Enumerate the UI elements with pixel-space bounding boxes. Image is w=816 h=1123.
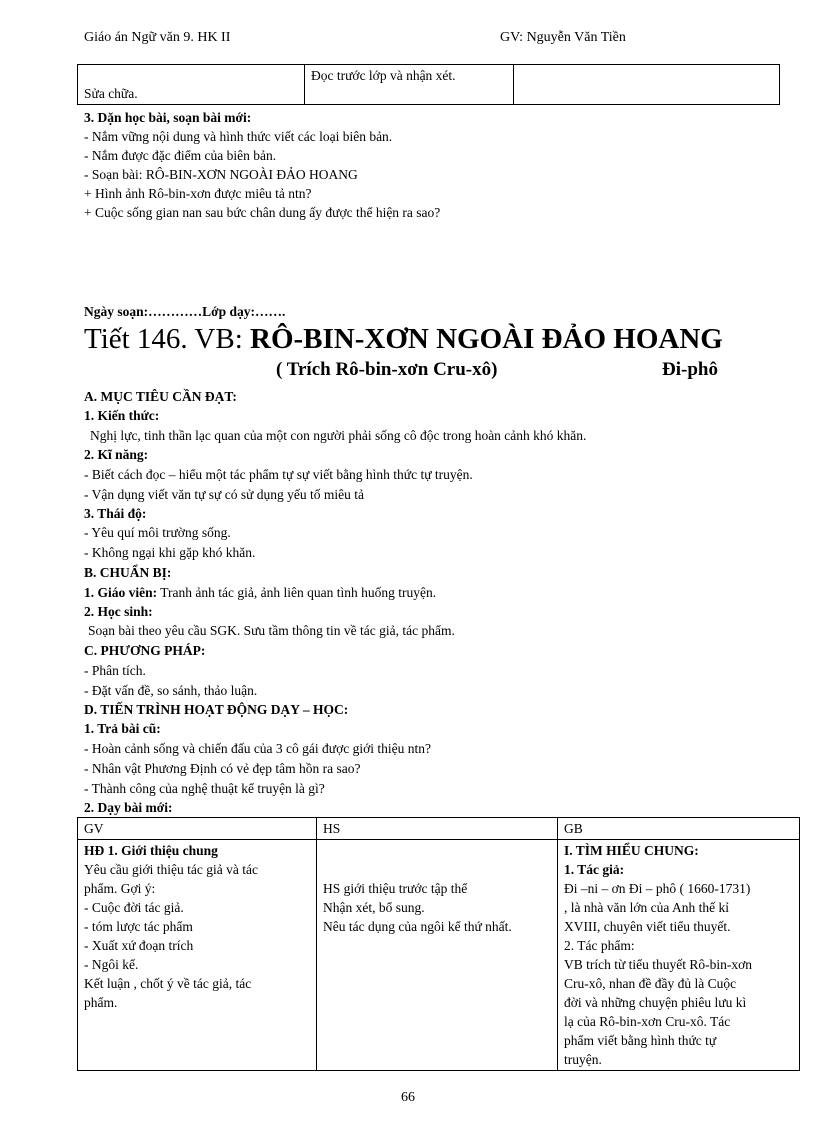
- gb-cell: [558, 840, 800, 1071]
- col-header-gv: GV: [78, 818, 317, 840]
- section-c-item: - Đặt vấn đề, so sánh, thảo luận.: [84, 683, 258, 698]
- lesson-subtitle: ( Trích Rô-bin-xơn Cru-xô): [276, 359, 498, 380]
- title-prefix: Tiết 146. VB:: [84, 323, 250, 355]
- section-a2-heading: 2. Kĩ năng:: [84, 447, 149, 462]
- section-b1: [84, 585, 436, 601]
- gb-line: đời và những chuyện phiêu lưu kì: [564, 995, 747, 1010]
- lesson-author: Đi-phô: [662, 359, 718, 380]
- section-b2-text: Soạn bài theo yêu cầu SGK. Sưu tầm thông tin về tác giả, tác phẩm.: [88, 623, 455, 638]
- gv-line: phẩm. Gợi ý:: [84, 881, 156, 896]
- gb-line: truyện.: [564, 1052, 602, 1067]
- gv-line: - Ngôi kể.: [84, 957, 139, 972]
- section-a3-item: - Yêu quí môi trường sống.: [84, 525, 231, 540]
- gv-line: phẩm.: [84, 995, 118, 1010]
- homework-item: + Cuộc sống gian nan sau bức chân dung ấy được thể hiện ra sao?: [84, 205, 441, 220]
- section-a1-text: Nghị lực, tinh thần lạc quan của một con người phải sống cô độc trong hoàn cảnh khó khăn.: [90, 428, 587, 443]
- section-d-heading: D. TIẾN TRÌNH HOẠT ĐỘNG DẠY – HỌC:: [84, 702, 349, 717]
- lesson-title: [84, 322, 723, 356]
- col-header-gb: GB: [558, 818, 800, 840]
- gv-line: Kết luận , chốt ý về tác giả, tác: [84, 976, 252, 991]
- section-b1-label: 1. Giáo viên:: [84, 585, 158, 600]
- header-left: Giáo án Ngữ văn 9. HK II: [84, 30, 231, 45]
- gb-line: Đi –ni – ơn Đi – phô ( 1660-1731): [564, 881, 751, 896]
- section-d1-item: - Hoàn cảnh sống và chiến đấu của 3 cô gái được giới thiệu ntn?: [84, 741, 431, 756]
- gb-subheading: 1. Tác giả:: [564, 862, 625, 877]
- homework-item: - Nắm được đặc điểm của biên bản.: [84, 148, 277, 163]
- top-table: [77, 64, 780, 105]
- section-a1-heading: 1. Kiến thức:: [84, 408, 160, 423]
- gb-line: 2. Tác phẩm:: [564, 938, 635, 953]
- gv-line: Yêu cầu giới thiệu tác giả và tác: [84, 862, 258, 877]
- gv-line: - Xuất xứ đoạn trích: [84, 938, 194, 953]
- col-header-hs: HS: [317, 818, 558, 840]
- title-main: RÔ-BIN-XƠN NGOÀI ĐẢO HOANG: [250, 323, 723, 355]
- date-line: Ngày soạn:…………Lớp dạy:…….: [84, 304, 286, 319]
- section-b2-heading: 2. Học sinh:: [84, 604, 153, 619]
- section-a3-heading: 3. Thái độ:: [84, 506, 147, 521]
- section-d1-item: - Nhân vật Phương Định có vẻ đẹp tâm hồn ra sao?: [84, 761, 361, 776]
- section-d2-heading: 2. Dạy bài mới:: [84, 800, 173, 815]
- gb-heading: I. TÌM HIỂU CHUNG:: [564, 843, 699, 858]
- hs-line: Nêu tác dụng của ngôi kể thứ nhất.: [323, 919, 512, 934]
- section-c-item: - Phân tích.: [84, 663, 146, 678]
- hs-line: Nhận xét, bổ sung.: [323, 900, 425, 915]
- top-table-col3: [514, 65, 780, 105]
- section-a2-item: - Biết cách đọc – hiểu một tác phẩm tự sự viết bằng hình thức tự truyện.: [84, 467, 473, 482]
- section-b1-text: Tranh ảnh tác giả, ảnh liên quan tình huống truyện.: [157, 585, 437, 600]
- gb-line: Cru-xô, nhan đề đầy đủ là Cuộc: [564, 976, 737, 991]
- section-b-heading: B. CHUẨN BỊ:: [84, 565, 172, 580]
- section-a3-item: - Không ngại khi gặp khó khăn.: [84, 545, 256, 560]
- section-a-heading: A. MỤC TIÊU CẦN ĐẠT:: [84, 389, 237, 404]
- homework-heading: 3. Dặn học bài, soạn bài mới:: [84, 110, 252, 125]
- hs-line: HS giới thiệu trước tập thể: [323, 881, 468, 896]
- gv-heading: HĐ 1. Giới thiệu chung: [84, 843, 218, 858]
- hs-cell: [317, 840, 558, 1071]
- gb-line: , là nhà văn lớn của Anh thế kỉ: [564, 900, 729, 915]
- homework-item: + Hình ảnh Rô-bin-xơn được miêu tả ntn?: [84, 186, 312, 201]
- gb-line: XVIII, chuyên viết tiểu thuyết.: [564, 919, 731, 934]
- top-table-col1: Sửa chữa.: [78, 65, 305, 105]
- section-d1-heading: 1. Trả bài cũ:: [84, 721, 161, 736]
- gv-line: - tóm lược tác phẩm: [84, 919, 193, 934]
- page-number: 66: [401, 1090, 415, 1105]
- top-table-col2: Đọc trước lớp và nhận xét.: [305, 65, 514, 105]
- homework-item: - Nắm vững nội dung và hình thức viết các loại biên bản.: [84, 129, 393, 144]
- section-d1-item: - Thành công của nghệ thuật kể truyện là gì?: [84, 781, 325, 796]
- gb-line: phẩm viết bằng hình thức tự: [564, 1033, 717, 1048]
- gv-line: - Cuộc đời tác giả.: [84, 900, 184, 915]
- header-right: GV: Nguyễn Văn Tiền: [500, 30, 626, 45]
- section-c-heading: C. PHƯƠNG PHÁP:: [84, 643, 206, 658]
- gv-cell: [78, 840, 317, 1071]
- gb-line: VB trích từ tiểu thuyết Rô-bin-xơn: [564, 957, 753, 972]
- section-a2-item: - Vận dụng viết văn tự sự có sử dụng yếu tố miêu tả: [84, 487, 365, 502]
- homework-item: - Soạn bài: RÔ-BIN-XƠN NGOÀI ĐẢO HOANG: [84, 167, 358, 182]
- lesson-table: [77, 817, 800, 1071]
- gb-line: lạ của Rô-bin-xơn Cru-xô. Tác: [564, 1014, 731, 1029]
